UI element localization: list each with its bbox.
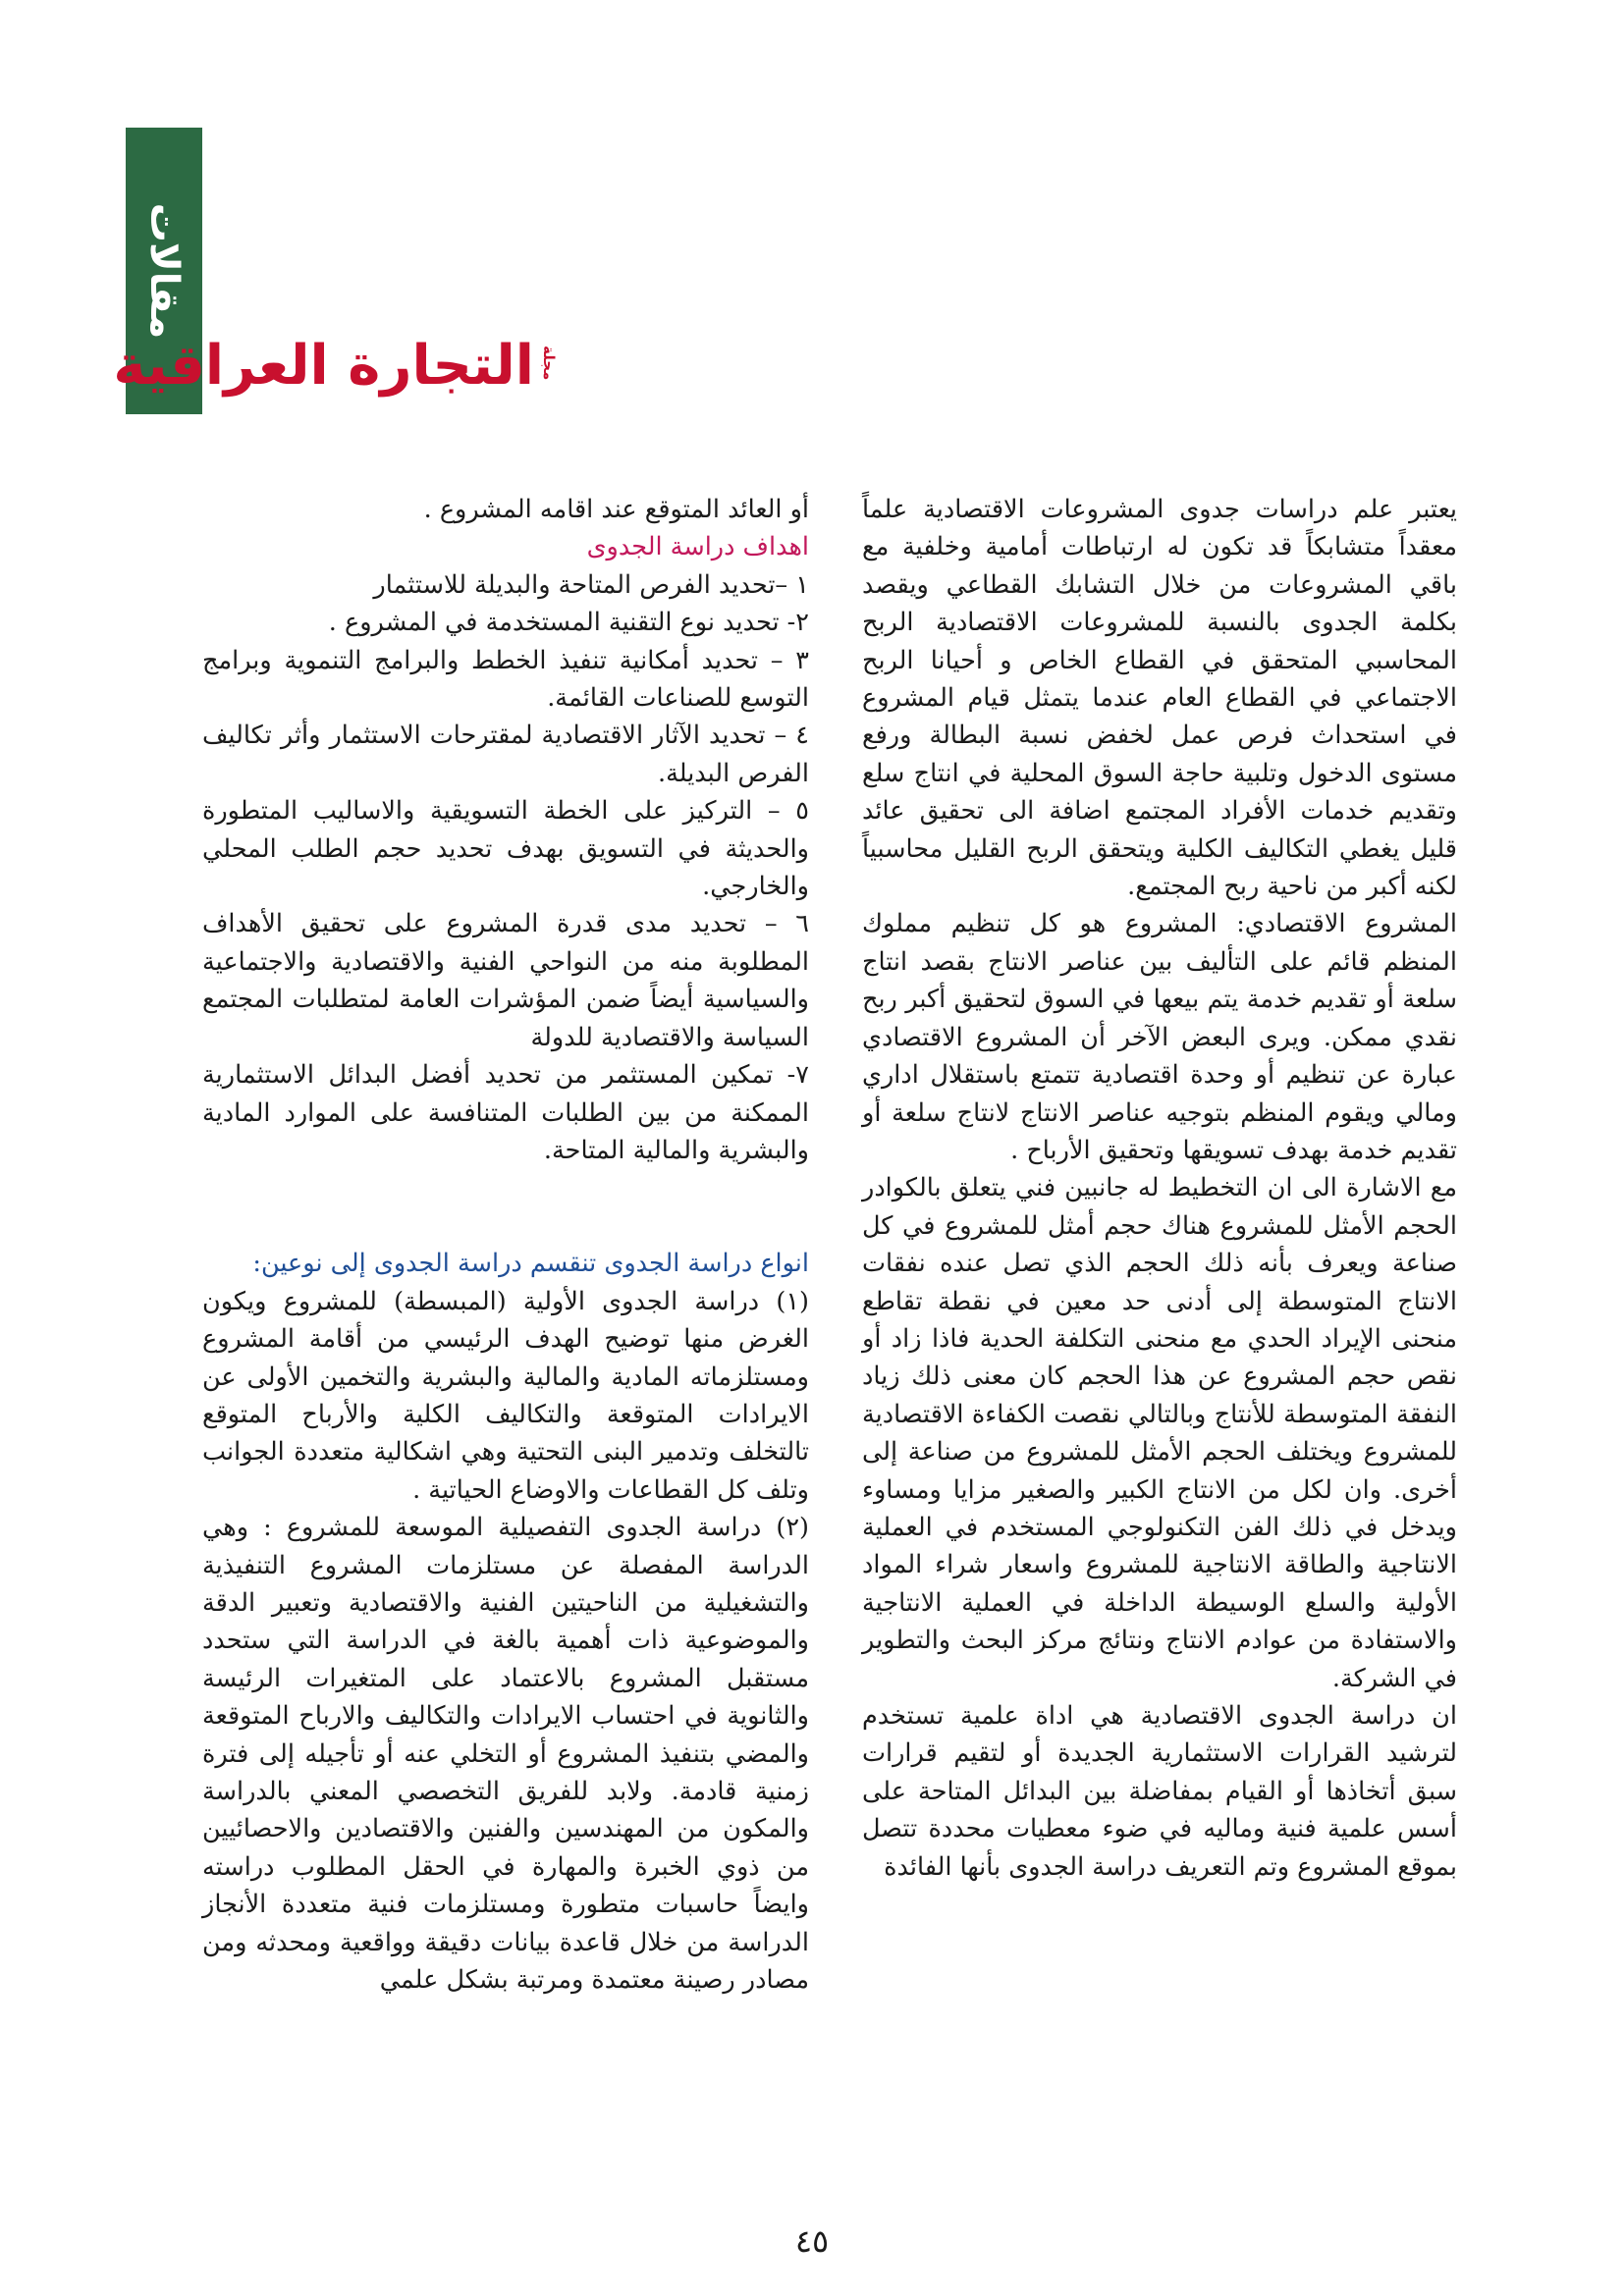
right-column bbox=[862, 491, 1457, 1886]
paragraph: المشروع الاقتصادي: المشروع هو كل تنظيم مملوك المنظم قائم على التأليف بين عناصر الانتاج بقصد انتاج سلعة أو تقديم خدمة يتم بيعها في السوق لتحقيق أكبر ربح نقدي ممكن. ويرى البعض الآخر أن المشروع الاقتصادي عبارة عن تنظيم أو وحدة اقتصادية تتمتع باستقلال اداري ومالي ويقوم المنظم بتوجيه عناصر الانتاج لانتاج سلعة أو تقديم خدمة بهدف تسويقها وتحقيق الأرباح . bbox=[862, 909, 1457, 1165]
paragraph: (١) دراسة الجدوى الأولية (المبسطة) للمشروع ويكون الغرض منها توضيح الهدف الرئيسي من أقامة المشروع ومستلزماته المادية والمالية والبشرية والتخمين الأولى عن الايرادات المتوقعة والتكاليف الكلية والأرباح المتوقع تالتخلف وتدمير البنى التحتية وهي اشكالية متعددة الجوانب وتلف كل القطاعات والاوضاع الحياتية . bbox=[202, 1286, 809, 1505]
types-heading: انواع دراسة الجدوى تنقسم دراسة الجدوى إلى نوعين: bbox=[252, 1249, 809, 1279]
list-item: ١ –تحديد الفرص المتاحة والبديلة للاستثمار bbox=[373, 569, 809, 600]
left-column bbox=[202, 491, 809, 1999]
paragraph: (٢) دراسة الجدوى التفصيلية الموسعة للمشروع : وهي الدراسة المفصلة عن مستلزمات المشروع التنفيذية والتشغيلية من الناحيتين الفنية والاقتصادية وتعبير الدقة والموضوعية ذات أهمية بالغة في الدراسة التي ستحدد مستقبل المشروع بالاعتماد على المتغيرات الرئيسة والثانوية في احتساب الايرادات والتكاليف والارباح المتوقعة والمضي بتنفيذ المشروع أو التخلي عنه أو تأجيله إلى فترة زمنية قادمة. ولابد للفريق التخصصي المعني بالدراسة والمكون من المهندسين والفنين والاقتصادين والاحصائيين من ذوي الخبرة والمهارة في الحقل المطلوب دراسته وايضاً حاسبات متطورة ومستلزمات فنية متعددة الأنجاز الدراسة من خلال قاعدة بيانات دقيقة وواقعية ومحدثه ومن مصادر رصينة معتمدة ومرتبة بشكل علمي bbox=[202, 1513, 809, 1996]
objectives-heading: اهداف دراسة الجدوى bbox=[586, 532, 809, 562]
masthead-title: التجارة العراقية bbox=[113, 334, 534, 398]
list-item: ٧- تمكين المستثمر من تحديد أفضل البدائل الاستثمارية الممكنة من بين الطلبات المتنافسة على الموارد المادية والبشرية والمالية المتاحة. bbox=[202, 1060, 809, 1165]
paragraph: مع الاشارة الى ان التخطيط له جانبين فني يتعلق بالكوادر الحجم الأمثل للمشروع هناك حجم أمثل للمشروع في كل صناعة ويعرف بأنه ذلك الحجم الذي تصل عنده نفقات الانتاج المتوسطة إلى أدنى حد معين في نقطة تقاطع منحنى الإيراد الحدي مع منحنى التكلفة الحدية فاذا زاد أو نقص حجم المشروع عن هذا الحجم كان معنى ذلك زياد النفقة المتوسطة للأنتاج وبالتالي نقصت الكفاءة الاقتصادية للمشروع ويختلف الحجم الأمثل للمشروع من صناعة إلى أخرى. وان لكل من الانتاج الكبير والصغير مزايا ومساوء ويدخل في ذلك الفن التكنولوجي المستخدم في العملية الانتاجية والطاقة الانتاجية للمشروع واسعار شراء المواد الأولية والسلع الوسيطة الداخلة في العملية الانتاجية والاستفادة من عوادم الانتاج ونتائج مركز البحث والتطوير في الشركة. bbox=[862, 1173, 1457, 1693]
section-spacer bbox=[202, 1169, 809, 1245]
section-tab-label: مقالات bbox=[141, 202, 187, 340]
paragraph: ان دراسة الجدوى الاقتصادية هي اداة علمية تستخدم لترشيد القرارات الاستثمارية الجديدة أو لتقيم قرارات سبق أتخاذها أو القيام بمفاضلة بين البدائل المتاحة على أسس علمية فنية وماليه في ضوء معطيات محددة تتصل بموقع المشروع وتم التعريف دراسة الجدوى بأنها الفائدة bbox=[862, 1701, 1457, 1882]
list-item: ٣ – تحديد أمكانية تنفيذ الخطط والبرامج التنموية وبرامج التوسع للصناعات القائمة. bbox=[202, 645, 809, 714]
masthead-small-label: مجلة bbox=[540, 346, 558, 381]
list-item: ٦ – تحديد مدى قدرة المشروع على تحقيق الأهداف المطلوبة منه من النواحي الفنية والاقتصادية والاجتماعية والسياسية أيضاً ضمن المؤشرات العامة لمتطلبات المجتمع السياسة والاقتصادية للدولة bbox=[202, 909, 809, 1052]
page-number: ٤٥ bbox=[794, 2222, 830, 2260]
magazine-masthead bbox=[113, 316, 579, 414]
paragraph: يعتبر علم دراسات جدوى المشروعات الاقتصادية علماً معقداً متشابكاً قد تكون له ارتباطات أمامية وخلفية مع باقي المشروعات من خلال التشابك القطاعي ويقصد بكلمة الجدوى بالنسبة للمشروعات الاقتصادية الربح المحاسبي المتحقق في القطاع الخاص و أحيانا الربح الاجتماعي في القطاع العام عندما يتمثل قيام المشروع في استحداث فرص عمل لخفض نسبة البطالة ورفع مستوى الدخول وتلبية حاجة السوق المحلية في انتاج سلع وتقديم خدمات الأفراد المجتمع اضافة الى تحقيق عائد قليل يغطي التكاليف الكلية ويتحقق الربح القليل محاسبياً لكنه أكبر من ناحية ربح المجتمع. bbox=[862, 495, 1457, 902]
list-item: ٥ – التركيز على الخطة التسويقية والاساليب المتطورة والحديثة في التسويق بهدف تحديد حجم الطلب المحلي والخارجي. bbox=[202, 796, 809, 902]
list-item: ٢- تحديد نوع التقنية المستخدمة في المشروع . bbox=[328, 608, 809, 638]
paragraph: أو العائد المتوقع عند اقامه المشروع . bbox=[423, 495, 809, 524]
list-item: ٤ – تحديد الآثار الاقتصادية لمقترحات الاستثمار وأثر تكاليف الفرص البديلة. bbox=[202, 721, 809, 788]
